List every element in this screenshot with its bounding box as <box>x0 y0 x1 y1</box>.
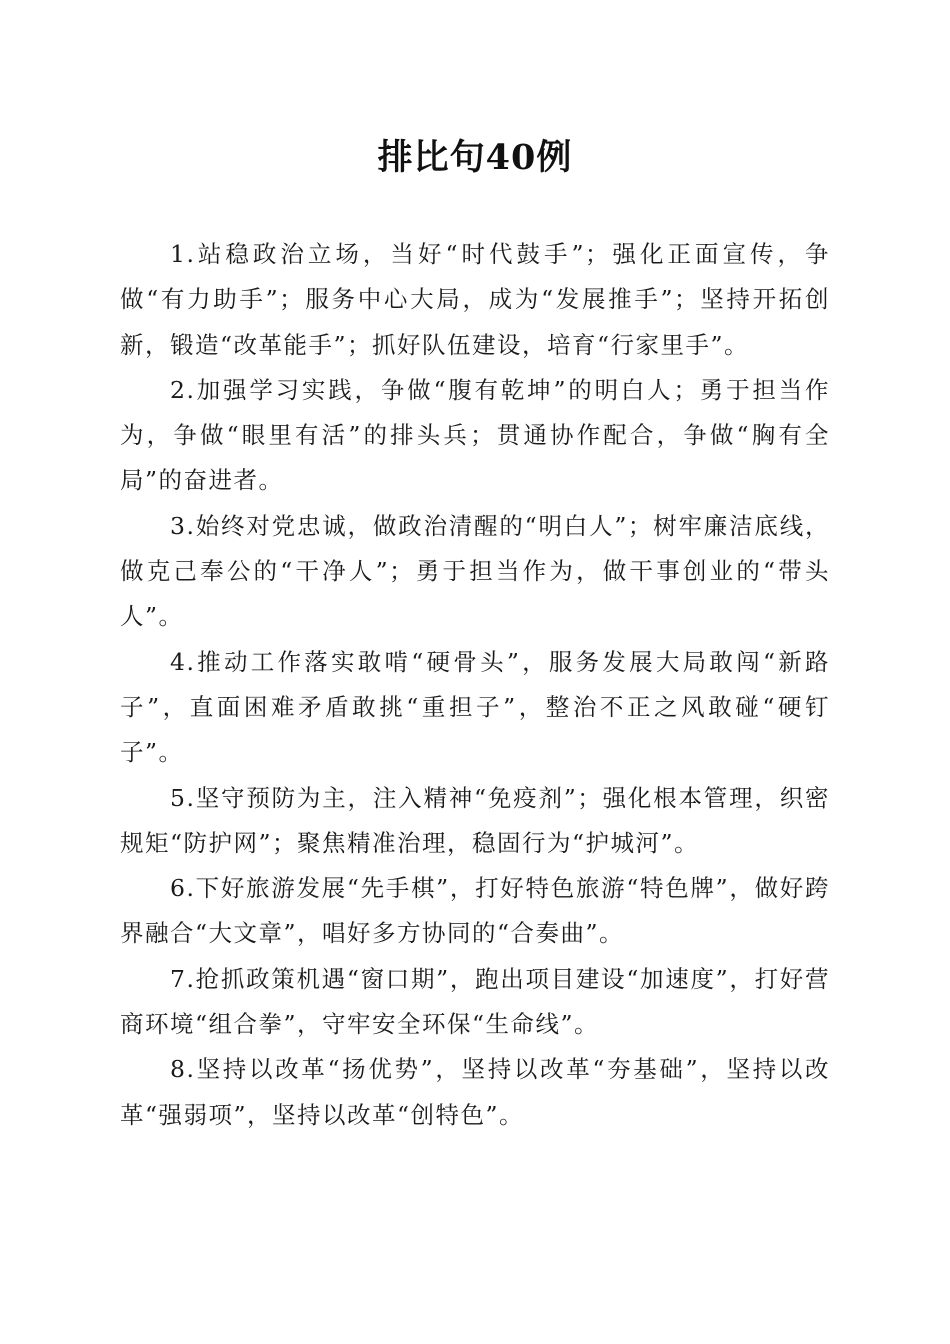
paragraph-5: 5.坚守预防为主，注入精神“免疫剂”；强化根本管理，织密规矩“防护网”；聚焦精准治理，稳固行为“护城河”。 <box>120 783 830 857</box>
document-body <box>120 232 830 1138</box>
paragraph-3: 3.始终对党忠诚，做政治清醒的“明白人”；树牢廉洁底线，做克己奉公的“干净人”；勇于担当作为，做干事创业的“带头人”。 <box>120 511 830 631</box>
paragraph-7: 7.抢抓政策机遇“窗口期”，跑出项目建设“加速度”，打好营商环境“组合拳”，守牢安全环保“生命线”。 <box>120 964 830 1039</box>
paragraph-2: 2.加强学习实践，争做“腹有乾坤”的明白人；勇于担当作为，争做“眼里有活”的排头兵；贯通协作配合，争做“胸有全局”的奋进者。 <box>120 375 830 495</box>
document-title: 排比句40例 <box>377 137 573 178</box>
paragraph-8: 8.坚持以改革“扬优势”，坚持以改革“夯基础”，坚持以改革“强弱项”，坚持以改革“创特色”。 <box>120 1055 830 1129</box>
paragraph-6: 6.下好旅游发展“先手棋”，打好特色旅游“特色牌”，做好跨界融合“大文章”，唱好多方协同的“合奏曲”。 <box>120 874 830 948</box>
paragraph-1: 1.站稳政治立场，当好“时代鼓手”；强化正面宣传，争做“有力助手”；服务中心大局，成为“发展推手”；坚持开拓创新，锻造“改革能手”；抓好队伍建设，培育“行家里手”。 <box>120 240 830 359</box>
paragraph-4: 4.推动工作落实敢啃“硬骨头”，服务发展大局敢闯“新路子”，直面困难矛盾敢挑“重担子”，整治不正之风敢碰“硬钉子”。 <box>120 647 830 767</box>
